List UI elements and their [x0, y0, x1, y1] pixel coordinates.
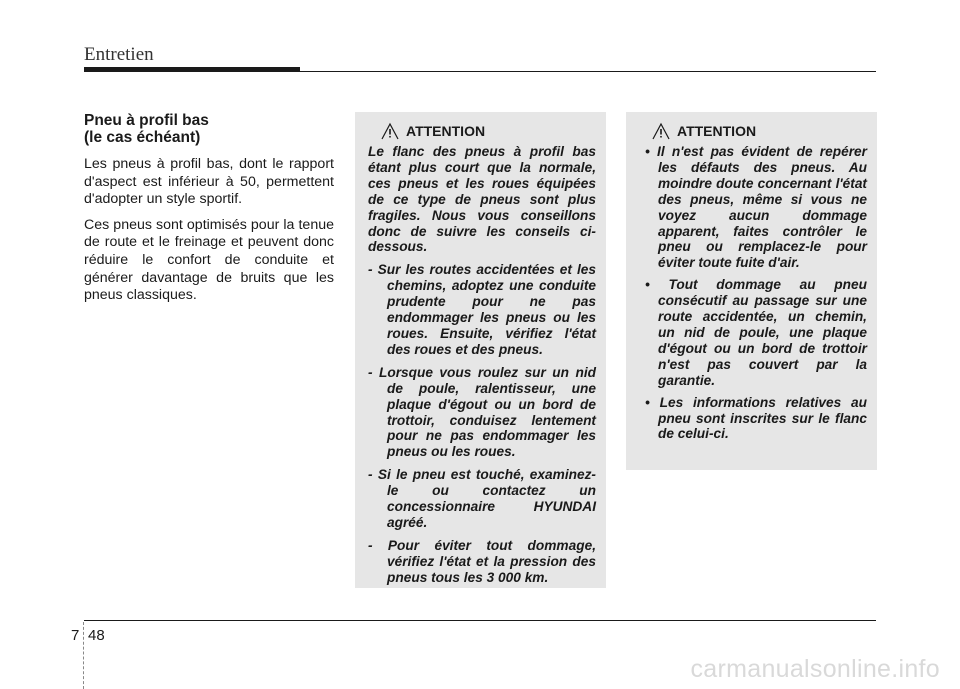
caution-bullet: • Il n'est pas évident de repérer les défauts des pneus. Au moindre doute concernant l'état des pneus, même si vous ne voyez aucun dommage apparent, faites contrôler le pneu ou remplacez-le pour éviter toute fuite d'air. — [645, 144, 867, 271]
caution-bullet: • Les informations relatives au pneu sont inscrites sur le flanc de celui-ci. — [645, 394, 867, 442]
section-title — [84, 112, 334, 146]
header-bar — [84, 67, 300, 72]
caution-item: - Lorsque vous roulez sur un nid de poule, ralentisseur, une plaque d'égout ou un bord de trottoir, conduisez lentement pour ne pas endommager les pneus ou les roues. — [368, 364, 596, 460]
caution-header-1 — [380, 122, 596, 140]
caution-box-2 — [626, 112, 877, 470]
footer-rule — [84, 620, 876, 621]
footer-page-number: 48 — [88, 627, 105, 644]
section-title-line-2: (le cas échéant) — [84, 129, 201, 146]
left-column — [84, 112, 334, 313]
caution-header-2 — [651, 122, 867, 140]
footer-chapter-number: 7 — [71, 627, 80, 644]
caution-label: ATTENTION — [406, 123, 486, 139]
caution-item: - Si le pneu est touché, examinez-le ou contactez un concessionnaire HYUNDAI agréé. — [368, 467, 596, 530]
paragraph-2: Ces pneus sont optimisés pour la tenue de route et le freinage et peuvent donc réduire le confort de conduite et générer davantage de bruits que les pneus classiques. — [84, 216, 334, 304]
warning-triangle-icon — [651, 122, 671, 140]
section-title-line-1: Pneu à profil bas — [84, 112, 209, 129]
caution-box-1 — [355, 112, 606, 588]
footer-margin-line — [83, 622, 85, 689]
caution-intro: Le flanc des pneus à profil bas étant plus court que la normale, ces pneus et les roues équipées de ce type de pneus sont plus fragiles. Nous vous conseillons donc de suivre les conseils ci-dessous. — [368, 144, 596, 255]
caution-item: - Sur les routes accidentées et les chemins, adoptez une conduite prudente pour ne pas endommager les pneus ou les roues. Ensuite, vérifiez l'état des roues et des pneus. — [368, 262, 596, 357]
paragraph-1: Les pneus à profil bas, dont le rapport d'aspect est inférieur à 50, permettent d'adopter un style sportif. — [84, 156, 334, 208]
header-rule — [300, 71, 876, 72]
caution-label: ATTENTION — [677, 123, 757, 139]
warning-triangle-icon — [380, 122, 400, 140]
watermark: carmanualsonline.info — [690, 655, 940, 683]
caution-item: - Pour éviter tout dommage, vérifiez l'état et la pression des pneus tous les 3 000 km. — [368, 537, 596, 585]
chapter-title: Entretien — [84, 44, 154, 65]
caution-bullet: • Tout dommage au pneu consécutif au passage sur une route accidentée, un chemin, un nid de poule, une plaque d'égout ou un bord de trottoir n'est pas couvert par la garantie. — [645, 277, 867, 388]
